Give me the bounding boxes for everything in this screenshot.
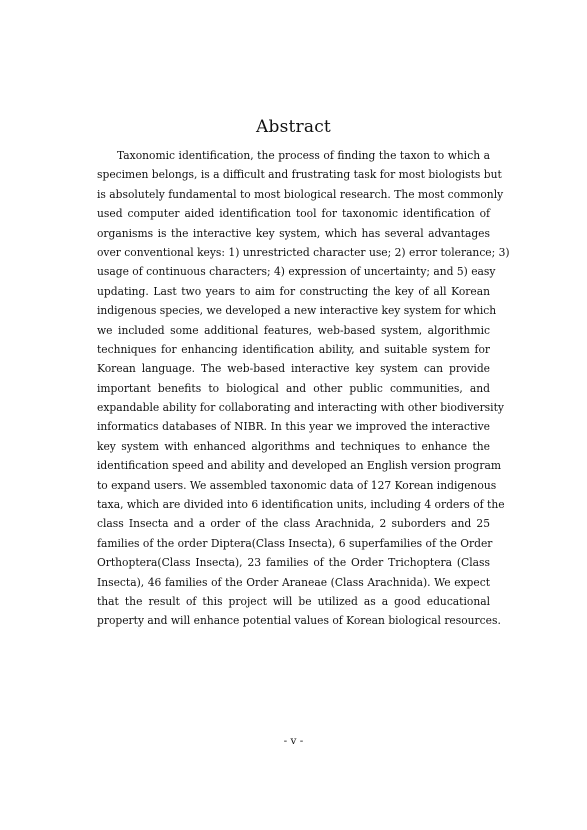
abstract-line: used computer aided identification tool for taxonomic identification of (97, 207, 490, 221)
abstract-line: informatics databases of NIBR. In this year we improved the interactive (97, 420, 490, 434)
abstract-line: families of the order Diptera(Class Insecta), 6 superfamilies of the Order (97, 536, 493, 550)
abstract-line: organisms is the interactive key system, which has several advantages (97, 226, 490, 240)
abstract-line: is absolutely fundamental to most biological research. The most commonly (97, 187, 504, 201)
abstract-line: expandable ability for collaborating and interacting with other biodiversity (97, 401, 504, 415)
abstract-line: class Insecta and a order of the class Arachnida, 2 suborders and 25 (97, 517, 490, 531)
abstract-line: over conventional keys: 1) unrestricted character use; 2) error tolerance; 3) (97, 245, 510, 259)
abstract-line: we included some additional features, web-based system, algorithmic (97, 323, 490, 337)
abstract-line: techniques for enhancing identification ability, and suitable system for (97, 342, 490, 356)
abstract-line: taxa, which are divided into 6 identification units, including 4 orders of the (97, 498, 505, 512)
abstract-line: Insecta), 46 families of the Order Araneae (Class Arachnida). We expect (97, 575, 490, 589)
abstract-line: specimen belongs, is a difficult and frustrating task for most biologists but (97, 168, 502, 182)
page-number: - v - (283, 735, 304, 747)
abstract-title: Abstract (256, 117, 331, 137)
abstract-line: indigenous species, we developed a new interactive key system for which (97, 304, 497, 318)
abstract-line: to expand users. We assembled taxonomic data of 127 Korean indigenous (97, 478, 497, 492)
abstract-line: Korean language. The web-based interactive key system can provide (97, 362, 490, 376)
abstract-line: Orthoptera(Class Insecta), 23 families of the Order Trichoptera (Class (97, 556, 490, 570)
abstract-line: identification speed and ability and developed an English version program (97, 459, 501, 473)
abstract-body (97, 146, 510, 631)
abstract-line: important benefits to biological and other public communities, and (97, 381, 490, 395)
abstract-line: usage of continuous characters; 4) expression of uncertainty; and 5) easy (97, 265, 496, 279)
abstract-line: Taxonomic identification, the process of finding the taxon to which a (117, 149, 490, 162)
abstract-line: updating. Last two years to aim for constructing the key of all Korean (97, 284, 490, 298)
abstract-line: that the result of this project will be utilized as a good educational (97, 594, 490, 608)
abstract-line: property and will enhance potential values of Korean biological resources. (97, 614, 501, 628)
abstract-line: key system with enhanced algorithms and techniques to enhance the (97, 439, 490, 453)
